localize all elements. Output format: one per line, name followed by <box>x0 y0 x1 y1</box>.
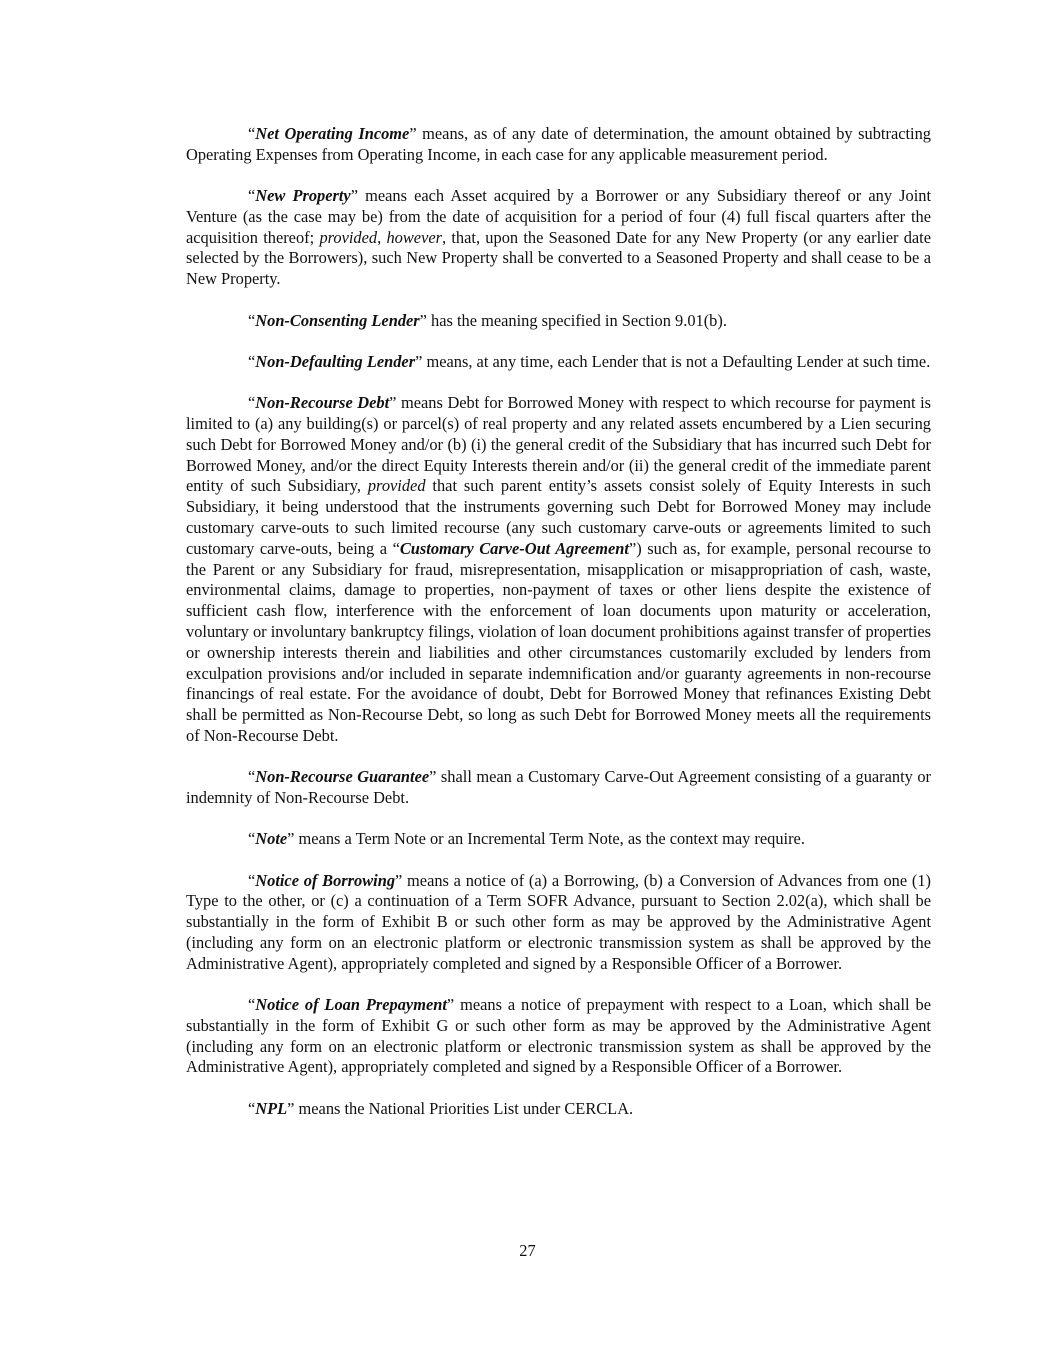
definition-non-consenting-lender: “Non-Consenting Lender” has the meaning specified in Section 9.01(b). <box>248 310 727 330</box>
defined-term: Note <box>255 829 288 849</box>
definition-text: means each Asset acquired by a Borrower or any Subsidiary thereof or any Joint Venture (as the case may be) from the date of acquisition for a period of four (4) full fiscal quarters after the acquisition thereof; <box>186 186 932 247</box>
defined-term: Non-Consenting Lender <box>255 310 420 330</box>
italic-word: provided <box>319 227 378 247</box>
definition-non-defaulting-lender: “Non-Defaulting Lender” means, at any time, each Lender that is not a Defaulting Lender at such time. <box>248 351 931 371</box>
definition-text: that such parent entity’s assets consist solely of Equity Interests in such Subsidiary, it being understood that the instruments governing such Debt for Borrowed Money may include customary carve-outs to such limited recourse (any such customary carve-outs or agreements limited to such customary carve-outs, being a “ <box>186 476 931 558</box>
definition-net-operating-income: “Net Operating Income” means, as of any date of determination, the amount obtained by subtracting Operating Expenses from Operating Income, in each case for any applicable measurement period. <box>186 124 931 164</box>
defined-term: Notice of Borrowing <box>255 870 396 890</box>
definition-text: means Debt for Borrowed Money with respect to which recourse for payment is limited to (a) any building(s) or parcel(s) of real property and any related assets encumbered by a Lien securing such Debt for Borrowed Money and/or (b) (i) the general credit of the Subsidiary that has incurred such Debt for Borrowed Money, and/or the direct Equity Interests therein and/or (ii) the general credit of the immediate parent entity of such Subsidiary, <box>186 393 932 496</box>
definition-text: means a Term Note or an Incremental Term Note, as the context may require. <box>294 829 805 849</box>
defined-term: Non-Recourse Debt <box>255 393 390 413</box>
definition-text: , that, upon the Seasoned Date for any New Property (or any earlier date selected by the Borrowers), such New Property shall be converted to a Seasoned Property and shall cease to be a New Property. <box>186 227 932 289</box>
definition-text: means, at any time, each Lender that is not a Defaulting Lender at such time. <box>422 351 931 371</box>
definition-text: means, as of any date of determination, the amount obtained by subtracting Operating Expenses from Operating Income, in each case for any applicable measurement period. <box>186 124 931 164</box>
definition-notice-of-borrowing: “Notice of Borrowing” means a notice of (a) a Borrowing, (b) a Conversion of Advances from one (1) Type to the other, or (c) a continuation of a Term SOFR Advance, pursuant to Section 2.02(a), which shall be substantially in the form of Exhibit B or such other form as may be approved by the Administrative Agent (including any form on an electronic platform or electronic transmission system as shall be approved by the Administrative Agent), appropriately completed and signed by a Responsible Officer of a Borrower. <box>186 870 932 973</box>
definition-text: means the National Priorities List under CERCLA. <box>294 1098 634 1118</box>
defined-term: Notice of Loan Prepayment <box>255 995 447 1015</box>
italic-word: provided <box>367 476 426 496</box>
definition-non-recourse-debt: “Non-Recourse Debt” means Debt for Borrowed Money with respect to which recourse for payment is limited to (a) any building(s) or parcel(s) of real property and any related assets encumbered by a Lien securing such Debt for Borrowed Money and/or (b) (i) the general credit of the Subsidiary that has incurred such Debt for Borrowed Money, and/or the direct Equity Interests therein and/or (ii) the general credit of the immediate parent entity of such Subsidiary, provided that such parent entity’s assets consist solely of Equity Interests in such Subsidiary, it being understood that the instruments governing such Debt for Borrowed Money may include customary carve-outs to such limited recourse (any such customary carve-outs or agreements limited to such customary carve-outs, being a “Customary Carve-Out Agreement”) such as, for example, personal recourse to the Parent or any Subsidiary for fraud, misrepresentation, misapplication or misappropriation of cash, waste, environmental claims, damage to properties, non-payment of taxes or other liens despite the existence of sufficient cash flow, interference with the enforcement of loan documents upon maturity or acceleration, voluntary or involuntary bankruptcy filings, violation of loan document prohibitions against transfer of properties or ownership interests therein and liabilities and other circumstances customarily excluded by lenders from exculpation provisions and/or included in separate indemnification and/or guaranty agreements in non-recourse financings of real estate. For the avoidance of doubt, Debt for Borrowed Money that refinances Existing Debt shall be permitted as Non-Recourse Debt, so long as such Debt for Borrowed Money meets all the requirements of Non-Recourse Debt. <box>186 393 932 745</box>
italic-word: however <box>386 227 442 247</box>
defined-term: NPL <box>255 1098 288 1118</box>
definition-notice-of-loan-prepayment: “Notice of Loan Prepayment” means a notice of prepayment with respect to a Loan, which shall be substantially in the form of Exhibit G or such other form as may be approved by the Administrative Agent (including any form on an electronic platform or electronic transmission system as shall be approved by the Administrative Agent), appropriately completed and signed by a Responsible Officer of a Borrower. <box>186 995 931 1077</box>
definition-text: shall mean a Customary Carve-Out Agreement consisting of a guaranty or indemnity of Non-Recourse Debt. <box>186 767 931 808</box>
document-page <box>186 124 931 1140</box>
definition-non-recourse-guarantee: “Non-Recourse Guarantee” shall mean a Customary Carve-Out Agreement consisting of a guaranty or indemnity of Non-Recourse Debt. <box>186 767 931 808</box>
page-number: 27 <box>519 1241 536 1260</box>
defined-term: New Property <box>255 186 351 206</box>
definition-text: means a notice of prepayment with respect to a Loan, which shall be substantially in the form of Exhibit G or such other form as may be approved by the Administrative Agent (including any form on an electronic platform or electronic transmission system as shall be approved by the Administrative Agent), appropriately completed and signed by a Responsible Officer of a Borrower. <box>186 995 931 1077</box>
defined-term: Non-Defaulting Lender <box>255 351 416 371</box>
definition-npl: “NPL” means the National Priorities List under CERCLA. <box>248 1098 634 1118</box>
defined-term: Customary Carve-Out Agreement <box>399 538 629 558</box>
definition-note: “Note” means a Term Note or an Incremental Term Note, as the context may require. <box>248 829 805 849</box>
definition-new-property: “New Property” means each Asset acquired by a Borrower or any Subsidiary thereof or any Joint Venture (as the case may be) from the date of acquisition for a period of four (4) full fiscal quarters after the acquisition thereof; provided, however, that, upon the Seasoned Date for any New Property (or any earlier date selected by the Borrowers), such New Property shall be converted to a Seasoned Property and shall cease to be a New Property. <box>186 186 932 289</box>
definition-text: has the meaning specified in Section 9.01(b). <box>426 310 727 330</box>
definition-text: means a notice of (a) a Borrowing, (b) a Conversion of Advances from one (1) Type to the other, or (c) a continuation of a Term SOFR Advance, pursuant to Section 2.02(a), which shall be substantially in the form of Exhibit B or such other form as may be approved by the Administrative Agent (including any form on an electronic platform or electronic transmission system as shall be approved by the Administrative Agent), appropriately completed and signed by a Responsible Officer of a Borrower. <box>186 870 932 973</box>
defined-term: Non-Recourse Guarantee <box>255 767 430 787</box>
defined-term: Net Operating Income <box>255 124 410 143</box>
definition-text: ”) such as, for example, personal recourse to the Parent or any Subsidiary for fraud, misrepresentation, misapplication or misappropriation of cash, waste, environmental claims, damage to properties, non-payment of taxes or other liens despite the existence of sufficient cash flow, interference with the enforcement of loan documents upon maturity or acceleration, voluntary or involuntary bankruptcy filings, violation of loan document prohibitions against transfer of properties or ownership interests therein and liabilities and other circumstances customarily excluded by lenders from exculpation provisions and/or included in separate indemnification and/or guaranty agreements in non-recourse financings of real estate. For the avoidance of doubt, Debt for Borrowed Money that refinances Existing Debt shall be permitted as Non-Recourse Debt, so long as such Debt for Borrowed Money meets all the requirements of Non-Recourse Debt. <box>186 538 931 745</box>
